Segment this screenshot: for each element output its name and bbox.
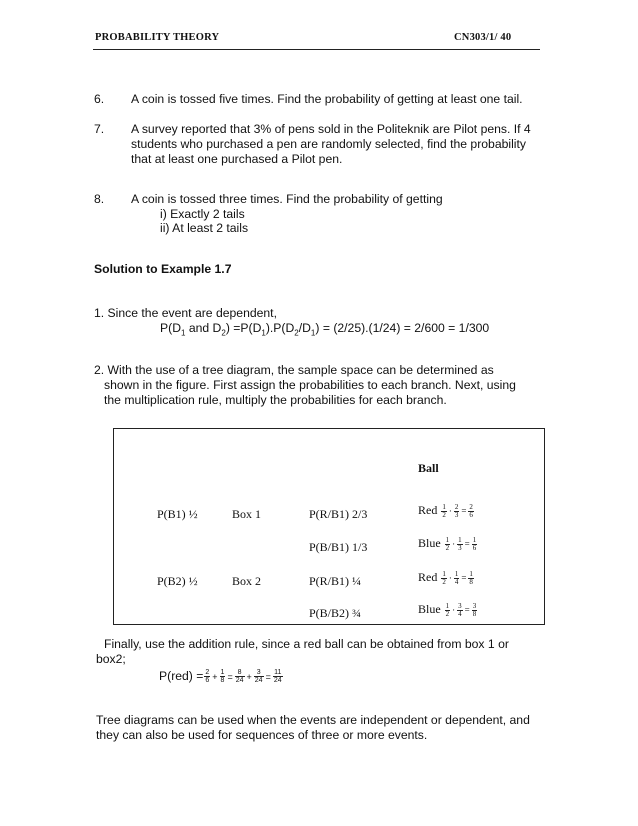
exercise-8-part-ii: ii) At least 2 tails [160, 221, 249, 235]
ball-product-cell: Red $\frac{1}{2}$ · $\frac{1}{4}$ = $\frac{1}{8}$ [418, 569, 473, 586]
solution-1-line: 1. Since the event are dependent, [94, 306, 277, 320]
pred-fraction: $\frac{2}{6}$ [205, 669, 210, 685]
exercise-6-line-1: A coin is tossed five times. Find the probability of getting at least one tail. [131, 92, 523, 106]
exercise-8-part-i: i) Exactly 2 tails [160, 207, 245, 221]
ball-color-label: Blue [418, 602, 444, 616]
ball-header: Ball [418, 461, 439, 475]
fraction: $\frac{3}{4}$ [458, 601, 462, 618]
prob-box-cell: P(B1) ½ [157, 507, 198, 521]
exercise-7-line-2: students who purchased a pen are randomly selected, find the probability [131, 137, 526, 151]
solution-1-formula: $P(D_1$ and $D_2) =P(D_1).P(D_2/D_1) = (2/25).(1/24) = 2/600 = 1/300$ [160, 321, 490, 338]
solution-2-line-2: shown in the figure. First assign the probabilities to each branch. Next, using [104, 378, 516, 392]
tree-diagram-table [113, 428, 545, 625]
pred-formula: P(red) = $\frac{2}{6}$ + $\frac{1}{8}$ = $\frac{8}{24}$ + $\frac{3}{24}$ = $\frac{11}{24}$ [159, 669, 282, 685]
exercise-6-number: 6. [94, 92, 105, 106]
pred-fraction: $\frac{1}{8}$ [220, 669, 225, 685]
exercise-7-line-3: that at least one purchased a Pilot pen. [131, 152, 343, 166]
exercise-7-line-1: A survey reported that 3% of pens sold in the Politeknik are Pilot pens. If 4 [131, 122, 531, 136]
conditional-prob-cell: P(B/B2) ¾ [309, 606, 362, 620]
pred-fraction: $\frac{11}{24}$ [273, 669, 282, 685]
closing-line-2: they can also be used for sequences of three or more events. [96, 728, 428, 742]
ball-color-label: Red [418, 570, 441, 584]
ball-product-cell: Blue $\frac{1}{2}$ · $\frac{3}{4}$ = $\frac{3}{8}$ [418, 601, 477, 618]
box-label-cell: Box 2 [232, 574, 262, 588]
fraction: $\frac{1}{3}$ [458, 535, 462, 552]
fraction: $\frac{3}{8}$ [472, 601, 477, 618]
header-rule [93, 49, 540, 50]
ball-product-cell: Blue $\frac{1}{2}$ · $\frac{1}{3}$ = $\frac{1}{6}$ [418, 535, 477, 552]
ball-color-label: Red [418, 503, 441, 517]
fraction: $\frac{1}{8}$ [469, 569, 473, 586]
exercise-7-number: 7. [94, 122, 105, 136]
fraction: $\frac{1}{2}$ [445, 601, 450, 618]
pred-fraction: $\frac{8}{24}$ [235, 669, 244, 685]
conditional-prob-cell: P(B/B1) 1/3 [309, 540, 368, 554]
solution-2-line-1: 2. With the use of a tree diagram, the sample space can be determined as [94, 363, 494, 377]
finally-line-1: Finally, use the addition rule, since a red ball can be obtained from box 1 or [104, 637, 509, 651]
finally-line-2: box2; [96, 652, 126, 666]
solution-2-line-3: the multiplication rule, multiply the probabilities for each branch. [104, 393, 447, 407]
fraction: $\frac{2}{3}$ [454, 502, 459, 519]
solution-title: Solution to Example 1.7 [94, 262, 232, 276]
fraction: $\frac{2}{6}$ [469, 502, 473, 519]
fraction: $\frac{1}{2}$ [442, 569, 446, 586]
header-title: PROBABILITY THEORY [95, 32, 220, 43]
conditional-prob-cell: P(R/B1) 2/3 [309, 507, 368, 521]
fraction: $\frac{1}{2}$ [445, 535, 450, 552]
pred-fraction: $\frac{3}{24}$ [254, 669, 263, 685]
fraction: $\frac{1}{2}$ [442, 502, 446, 519]
fraction: $\frac{1}{4}$ [454, 569, 459, 586]
ball-color-label: Blue [418, 536, 444, 550]
conditional-prob-cell: P(R/B1) ¼ [309, 574, 362, 588]
exercise-8-line-1: A coin is tossed three times. Find the probability of getting [131, 192, 443, 206]
closing-line-1: Tree diagrams can be used when the events are independent or dependent, and [96, 713, 530, 727]
exercise-8-number: 8. [94, 192, 105, 206]
prob-box-cell: P(B2) ½ [157, 574, 198, 588]
header-page-code: CN303/1/ 40 [454, 32, 512, 43]
box-label-cell: Box 1 [232, 507, 262, 521]
ball-product-cell: Red $\frac{1}{2}$ · $\frac{2}{3}$ = $\frac{2}{6}$ [418, 502, 473, 519]
fraction: $\frac{1}{6}$ [472, 535, 477, 552]
pred-label: P(red) = [159, 669, 204, 683]
